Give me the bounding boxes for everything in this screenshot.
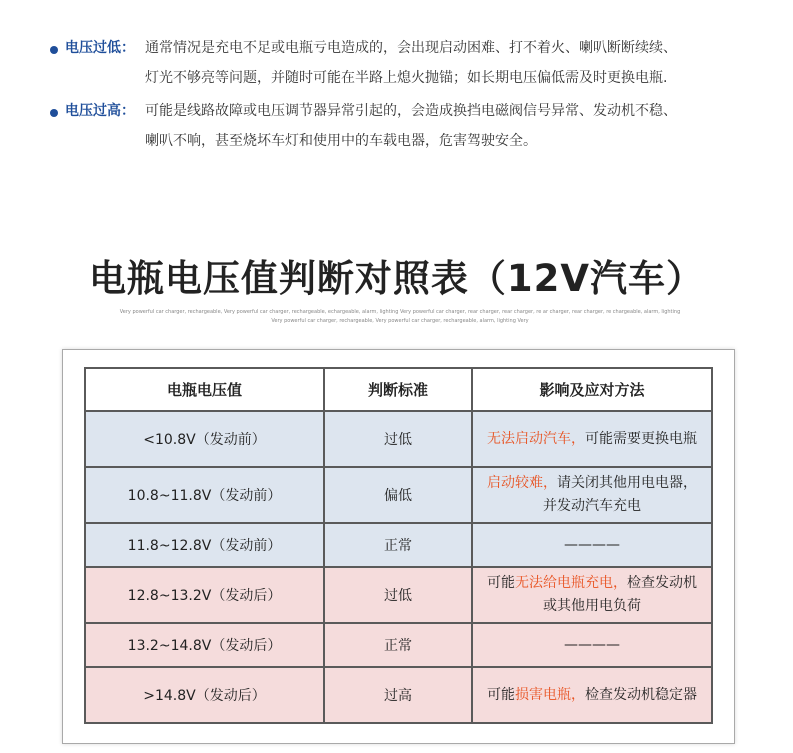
status-cell: 正常 <box>324 523 472 567</box>
status-cell: 过高 <box>324 667 472 723</box>
bullet-dot-icon <box>50 109 58 117</box>
note-line: 灯光不够亮等问题，并随时可能在半路上熄火抛锚；如长期电压偏低需及时更换电瓶. <box>145 70 668 86</box>
note-high-voltage <box>50 96 770 156</box>
advice-text: 可能 <box>487 575 515 591</box>
advice-cell <box>472 411 712 467</box>
advice-text: 请关闭其他用电电器，并发动汽车充电 <box>543 475 697 514</box>
advice-text: 可能需要更换电瓶 <box>585 430 697 447</box>
advice-cell <box>472 567 712 623</box>
note-label: 电压过高： <box>65 103 135 119</box>
header-voltage: 电瓶电压值 <box>85 368 324 411</box>
advice-text: ———— <box>564 637 620 653</box>
status-cell: 过低 <box>324 411 472 467</box>
subtitle-line: Very powerful car charger, rechargeable, Very powerful car charger, rechargeable, echargeable, alarm, lighting Very powerful car charger, rear charger, rear charger, re ar charger, rear charger, re chargeable, alarm, lighting <box>119 309 681 315</box>
advice-highlight: 损害电瓶， <box>515 686 585 703</box>
note-text <box>145 96 770 156</box>
advice-cell <box>472 467 712 523</box>
advice-cell <box>472 523 712 567</box>
advice-text: 检查发动机稳定器 <box>585 686 697 703</box>
note-line: 可能是线路故障或电压调节器异常引起的，会造成换挡电磁阀信号异常、发动机不稳、 <box>145 103 677 119</box>
voltage-cell: 11.8~12.8V（发动前） <box>85 523 324 567</box>
table-row <box>85 623 712 667</box>
table-row <box>85 467 712 523</box>
voltage-table <box>84 367 713 724</box>
note-label: 电压过低： <box>65 40 135 56</box>
status-cell: 过低 <box>324 567 472 623</box>
bullet-dot-icon <box>50 46 58 54</box>
voltage-cell: >14.8V（发动后） <box>85 667 324 723</box>
note-line: 喇叭不响，甚至烧坏车灯和使用中的车载电器，危害驾驶安全。 <box>145 133 537 149</box>
note-low-voltage <box>50 33 770 93</box>
note-text <box>145 33 770 93</box>
advice-cell <box>472 623 712 667</box>
table-header-row <box>85 368 712 411</box>
header-advice: 影响及应对方法 <box>472 368 712 411</box>
advice-highlight: 无法给电瓶充电， <box>515 575 627 591</box>
status-cell: 正常 <box>324 623 472 667</box>
advice-highlight: 无法启动汽车， <box>487 430 585 447</box>
status-cell: 偏低 <box>324 467 472 523</box>
voltage-cell: 10.8~11.8V（发动前） <box>85 467 324 523</box>
voltage-cell: 12.8~13.2V（发动后） <box>85 567 324 623</box>
advice-highlight: 启动较难， <box>487 475 557 491</box>
advice-text: 检查发动机或其他用电负荷 <box>543 575 697 614</box>
voltage-cell: 13.2~14.8V（发动后） <box>85 623 324 667</box>
note-line: 通常情况是充电不足或电瓶亏电造成的，会出现启动困难、打不着火、喇叭断断续续、 <box>145 40 677 56</box>
header-status: 判断标准 <box>324 368 472 411</box>
table-row <box>85 523 712 567</box>
advice-text: ———— <box>564 537 620 553</box>
table-row <box>85 411 712 467</box>
page-title: 电瓶电压值判断对照表（12V汽车） <box>88 257 705 300</box>
voltage-cell: <10.8V（发动前） <box>85 411 324 467</box>
advice-cell <box>472 667 712 723</box>
table-row <box>85 667 712 723</box>
advice-text: 可能 <box>487 686 515 703</box>
table-row <box>85 567 712 623</box>
subtitle-line: Very powerful car charger, rechargeable, Very powerful car charger, rechargeable, alarm, lighting Very <box>271 318 529 324</box>
